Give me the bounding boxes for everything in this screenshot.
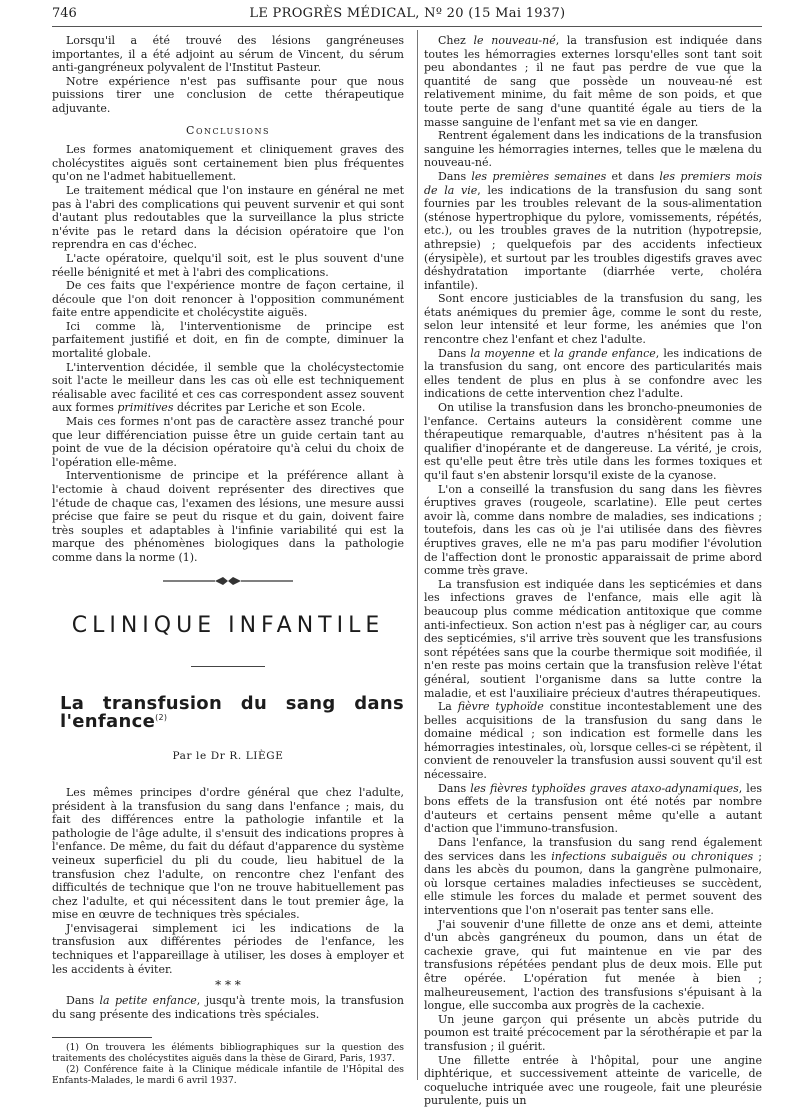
paragraph: De ces faits que l'expérience montre de façon certaine, il découle que l'on doit renoncer à l'opposition communément faite entre appendicite et cholécystite aiguës. <box>52 279 404 320</box>
paragraph: La fièvre typhoïde constitue incontestablement une des belles acquisitions de la transfusion du sang dans le domaine médical ; son indication est formelle dans les hémorragies intestinales, où, lorsque celles-ci se répètent, il convient de renouveler la transfusion aussi souvent qu'il est nécessaire. <box>424 700 763 782</box>
paragraph: Dans les premières semaines et dans les premiers mois de la vie, les indications de la transfusion du sang sont fournies par les troubles relevant de la sous-alimentation (sténose hypertrophique du pylore, vomissements, répétés, etc.), ou les troubles graves de la nutrition (hypotrepsie, athrepsie) ; quelquefois par des accidents infectieux (érysipèle), et surtout par les troubles digestifs graves avec déshydratation importante (diarrhée verte, choléra infantile). <box>424 169 763 292</box>
ornament-divider <box>163 575 293 587</box>
paragraph: J'ai souvenir d'une fillette de onze ans et demi, atteinte d'un abcès gangréneux du poumon, dans un état de cachexie grave, qui fut maintenue en vie par des transfusions répétées pendant plus de deux mois. Elle put être opérée. L'opération fut menée à bien ; malheureusement, l'action des transfusions s'épuisant à la longue, elle succomba aux progrès de la cachexie. <box>424 917 762 1013</box>
paragraph: Dans la moyenne et la grande enfance, les indications de la transfusion du sang, ont encore des particularités mais elles tendent de plus en plus à se confondre avec les indications de cette intervention chez l'adulte. <box>424 346 762 401</box>
paragraph: Dans les fièvres typhoïdes graves ataxo-adynamiques, les bons effets de la transfusion ont été notés par nombre d'auteurs et certains pensent même qu'elle a autant d'action que l'immuno-transfusion. <box>424 781 762 836</box>
paragraph: Sont encore justiciables de la transfusion du sang, les états anémiques du premier âge, comme le sont du reste, selon leur intensité et leur forme, les anémies que l'on rencontre chez l'enfant et chez l'adulte. <box>424 292 762 347</box>
section-rule <box>191 666 265 667</box>
paragraph: On utilise la transfusion dans les broncho-pneumonies de l'enfance. Certains auteurs la considèrent comme une thérapeutique remarquable, d'autres n'hésitent pas à la qualifier d'inopérante et de dangereuse. La vérité, je crois, est qu'elle peut être très utile dans les formes toxiques et qu'il faut s'en abstenir lorsqu'il existe de la cyanose. <box>424 401 762 482</box>
paragraph: L'on a conseillé la transfusion du sang dans les fièvres éruptives graves (rougeole, scarlatine). Elle peut certes avoir là, comme dans nombre de maladies, ses indications ; toutefois, dans les cas où je l'ai utilisée dans des fièvres éruptives graves, elle ne m'a pas paru modifier l'évolution de l'affection dont le pronostic apparaissait de prime abord comme très grave. <box>424 482 762 578</box>
paragraph: Ici comme là, l'interventionisme de principe est parfaitement justifié et doit, en fin de compte, diminuer la mortalité globale. <box>52 319 404 361</box>
paragraph: Une fillette entrée à l'hôpital, pour une angine diphtérique, et successivement atteinte de varicelle, de coqueluche intriquée avec une rougeole, fait une pleurésie purulente, puis un <box>424 1053 762 1108</box>
conclusions-heading: Conclusions <box>186 123 270 137</box>
footnote-rule <box>52 1037 152 1038</box>
paragraph: Un jeune garçon qui présente un abcès putride du poumon est traité précocement par la sérothérapie et par la transfusion ; il guérit. <box>424 1012 762 1053</box>
page-number: 746 <box>52 5 77 21</box>
paragraph: Les mêmes principes d'ordre général que chez l'adulte, président à la transfusion du sang dans l'enfance ; mais, du fait des différences entre la pathologie infantile et la pathologie de l'âge adulte, il s'ensuit des indications propres à l'enfance. De même, du fait du défaut d'apparence du système veineux superficiel du pli du coude, lieu habituel de la transfusion chez l'adulte, on rencontre chez l'enfant des difficultés de technique que l'on ne trouve habituellement pas chez l'adulte, et qui nécessitent dans le tout premier âge, la mise en œuvre de techniques très spéciales. <box>52 785 404 922</box>
paragraph: Dans l'enfance, la transfusion du sang rend également des services dans les infections subaiguës ou chroniques ; dans les abcès du poumon, dans la gangrène pulmonaire, où lorsque certaines maladies infectieuses se succèdent, elle stimule les forces du malade et permet souvent des interventions que l'on n'oserait pas tenter sans elle. <box>424 836 763 917</box>
footnote: (2) Conférence faite à la Clinique médicale infantile de l'Hôpital des Enfants-Malades, le mardi 6 avril 1937. <box>52 1064 404 1087</box>
footnote: (1) On trouvera les éléments bibliographiques sur la question des traitements des cholécystites aiguës dans la thèse de Girard, Paris, 1937. <box>52 1042 404 1065</box>
paragraph: La transfusion est indiquée dans les septicémies et dans les infections graves de l'enfance, mais elle agit là beaucoup plus comme médication antitoxique que comme anti-infectieux. Son action n'est pas à négliger car, au cours des septicémies, s'il arrive très souvent que les transfusions sont répétées sans que la courbe thermique soit modifiée, il n'en reste pas moins certain que la transfusion relève l'état général, soutient l'organisme dans sa lutte contre la maladie, et est l'auxiliaire précieux d'autres thérapeutiques. <box>424 577 762 700</box>
paragraph: Rentrent également dans les indications de la transfusion sanguine les hémorragies internes, telles que le mælena du nouveau-né. <box>424 129 762 170</box>
section-stars: * * * <box>215 978 241 993</box>
paragraph: L'acte opératoire, quelqu'il soit, est le plus souvent d'une réelle bénignité et met à l'abri des complications. <box>52 251 404 279</box>
paragraph: Les formes anatomiquement et cliniquement graves des cholécystites aiguës sont certainement bien plus fréquentes qu'on ne l'admet habituellement. <box>52 143 404 184</box>
right-column <box>424 34 762 1108</box>
paragraph: Notre expérience n'est pas suffisante pour que nous puissions tirer une conclusion de cette thérapeutique adjuvante. <box>52 74 404 115</box>
paragraph: L'intervention décidée, il semble que la cholécystectomie soit l'acte le meilleur dans les cas où elle est techniquement réalisable avec facilité et ces cas correspondent assez souvent aux formes primitives décrites par Leriche et son Ecole. <box>52 360 404 415</box>
section-title: CLINIQUE INFANTILE <box>71 612 385 638</box>
article-title: La transfusion du sang dans l'enfance$^{(2)}$ <box>60 693 404 732</box>
column-divider <box>417 30 418 1080</box>
paragraph: Chez le nouveau-né, la transfusion est indiquée dans toutes les hémorragies externes lorsqu'elles sont tant soit peu abondantes ; il ne faut pas perdre de vue que la quantité de sang que possède un nouveau-né est relativement minime, du fait même de son poids, et que toute perte de sang d'une quantité égale au tiers de la masse sanguine de l'enfant met sa vie en danger. <box>424 34 762 129</box>
article-byline: Par le Dr R. LIÈGE <box>172 750 284 763</box>
paragraph: Le traitement médical que l'on instaure en général ne met pas à l'abri des complications qui peuvent survenir et qui sont d'autant plus redoutables que la surveillance la plus stricte n'évite pas le retard dans la décision opératoire que l'on reprendra en cas d'échec. <box>52 183 404 252</box>
paragraph: Interventionisme de principe et la préférence allant à l'ectomie à chaud doivent représenter des directives que l'étude de chaque cas, l'examen des lésions, une mesure aussi précise que faire se peut du risque et du gain, doivent faire très souples et adaptables à l'infinie variabilité qui est la marque des phénomènes biologiques dans la pathologie comme dans la norme (1). <box>52 469 404 564</box>
paragraph: J'envisagerai simplement ici les indications de la transfusion aux différentes périodes de l'enfance, les techniques et l'appareillage à utiliser, les doses à employer et les accidents à éviter. <box>52 921 404 976</box>
left-column <box>52 34 404 1086</box>
paragraph: Mais ces formes n'ont pas de caractère assez tranché pour que leur différenciation puisse être un guide certain tant au point de vue de la décision opératoire qu'à celui du choix de l'opération elle-même. <box>52 415 404 469</box>
paragraph: Dans la petite enfance, jusqu'à trente mois, la transfusion du sang présente des indications très spéciales. <box>52 994 405 1021</box>
journal-title: LE PROGRÈS MÉDICAL, Nº 20 (15 Mai 1937) <box>249 5 566 21</box>
paragraph: Lorsqu'il a été trouvé des lésions gangréneuses importantes, il a été adjoint au sérum de Vincent, du sérum anti-gangréneux polyvalent de l'Institut Pasteur. <box>52 34 404 75</box>
page-header <box>52 0 762 27</box>
